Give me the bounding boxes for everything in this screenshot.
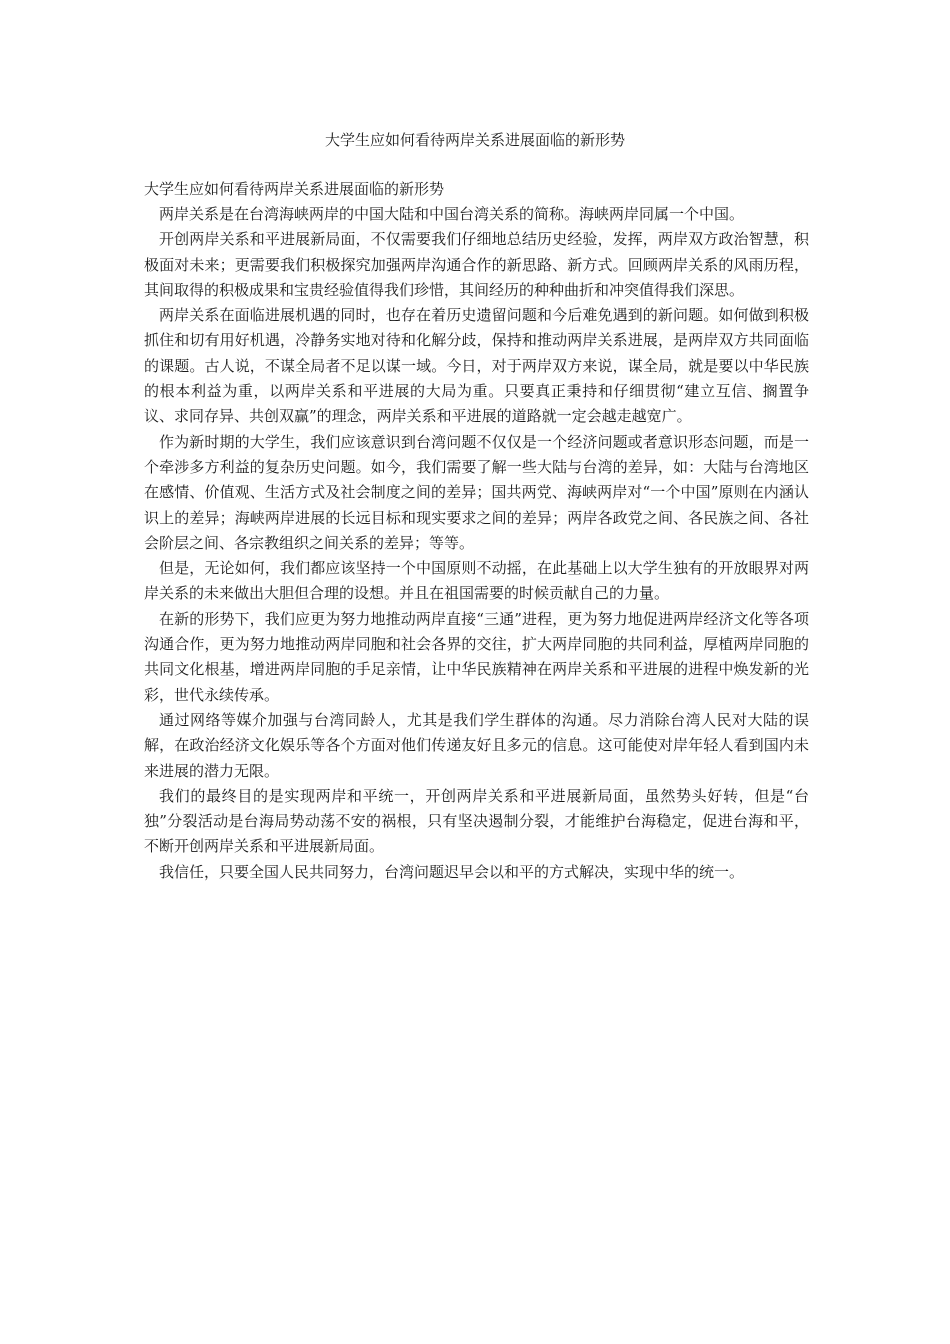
document-subtitle: 大学生应如何看待两岸关系进展面临的新形势 [144, 180, 445, 198]
paragraph-4: 作为新时期的大学生，我们应该意识到台湾问题不仅仅是一个经济问题或者意识形态问题，而是一个牵涉多方利益的复杂历史问题。如今，我们需要了解一些大陆与台湾的差异，如：大陆与台湾地区在感情、价值观、生活方式及社会制度之间的差异；国共两党、海峡两岸对“一个中国”原则在内涵认识上的差异；海峡两岸进展的长远目标和现实要求之间的差异；两岸各政党之间、各民族之间、各社会阶层之间、各宗教组织之间关系的差异；等等。 [144, 432, 809, 552]
paragraph-9: 我信任，只要全国人民共同努力，台湾问题迟早会以和平的方式解决，实现中华的统一。 [159, 862, 745, 881]
document-title: 大学生应如何看待两岸关系进展面临的新形势 [324, 131, 625, 149]
paragraph-3: 两岸关系在面临进展机遇的同时，也存在着历史遗留问题和今后难免遇到的新问题。如何做到积极抓住和切有用好机遇，冷静务实地对待和化解分歧，保持和推动两岸关系进展，是两岸双方共同面临的课题。古人说，不谋全局者不足以谋一域。今日，对于两岸双方来说，谋全局，就是要以中华民族的根本利益为重，以两岸关系和平进展的大局为重。只要真正秉持和仔细贯彻“建立互信、搁置争议、求同存异、共创双赢”的理念，两岸关系和平进展的道路就一定会越走越宽广。 [144, 306, 809, 426]
paragraph-1: 两岸关系是在台湾海峡两岸的中国大陆和中国台湾关系的简称。海峡两岸同属一个中国。 [159, 205, 745, 223]
paragraph-5: 但是，无论如何，我们都应该坚持一个中国原则不动摇，在此基础上以大学生独有的开放眼界对两岸关系的未来做出大胆但合理的设想。并且在祖国需要的时候贡献自己的力量。 [144, 559, 809, 603]
paragraph-8: 我们的最终目的是实现两岸和平统一，开创两岸关系和平进展新局面，虽然势头好转，但是“台独”分裂活动是台海局势动荡不安的祸根，只有坚决遏制分裂，才能维护台海稳定，促进台海和平，不断开创两岸关系和平进展新局面。 [144, 786, 809, 856]
paragraph-2: 开创两岸关系和平进展新局面，不仅需要我们仔细地总结历史经验，发挥，两岸双方政治智慧，积极面对未来；更需要我们积极探究加强两岸沟通合作的新思路、新方式。回顾两岸关系的风雨历程，其间取得的积极成果和宝贵经验值得我们珍惜，其间经历的种种曲折和冲突值得我们深思。 [144, 230, 809, 299]
document-body [144, 177, 809, 885]
paragraph-6: 在新的形势下，我们应更为努力地推动两岸直接“三通”进程，更为努力地促进两岸经济文化等各项沟通合作，更为努力地推动两岸同胞和社会各界的交往，扩大两岸同胞的共同利益，厚植两岸同胞的共同文化根基，增进两岸同胞的手足亲情，让中华民族精神在两岸关系和平进展的进程中焕发新的光彩，世代永续传承。 [144, 609, 809, 704]
paragraph-7: 通过网络等媒介加强与台湾同龄人，尤其是我们学生群体的沟通。尽力消除台湾人民对大陆的误解，在政治经济文化娱乐等各个方面对他们传递友好且多元的信息。这可能使对岸年轻人看到国内未来进展的潜力无限。 [144, 710, 809, 780]
